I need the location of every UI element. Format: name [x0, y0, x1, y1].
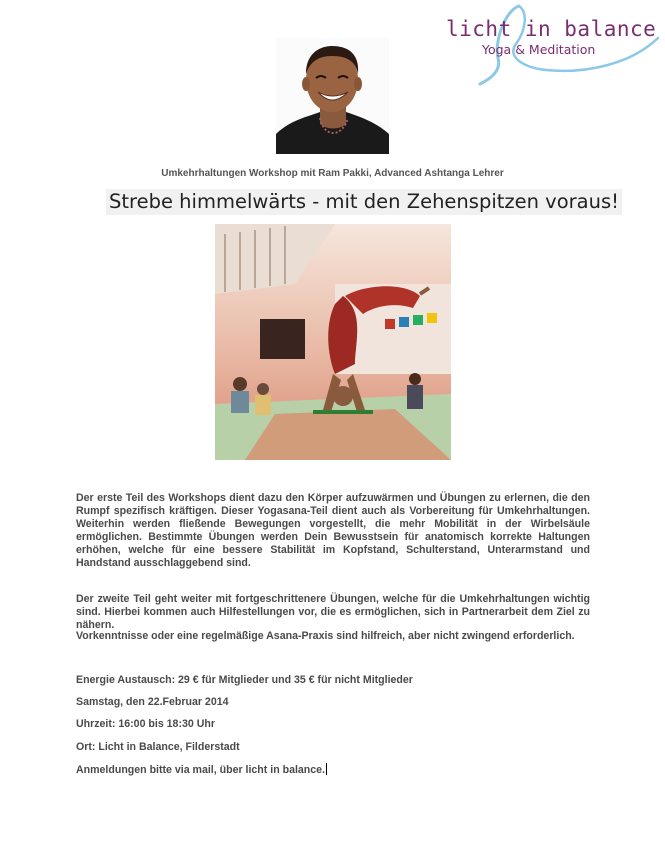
- price-info: Energie Austausch: 29 € für Mitglieder und 35 € für nicht Mitglieder: [76, 674, 413, 686]
- portrait-photo: [276, 38, 389, 154]
- yoga-photo: [215, 224, 451, 460]
- description-paragraph-3: Vorkenntnisse oder eine regelmäßige Asana-Praxis sind hilfreich, aber nicht zwingend erforderlich.: [76, 630, 575, 642]
- registration-text: Anmeldungen bitte via mail, über licht in balance.: [76, 764, 325, 776]
- page-title: Strebe himmelwärts - mit den Zehenspitzen voraus!: [106, 189, 622, 215]
- text-cursor: [326, 763, 327, 775]
- logo: [436, 0, 665, 90]
- description-paragraph-2: Der zweite Teil geht weiter mit fortgeschrittenere Übungen, welche für die Umkehrhaltungen wichtig sind. Hierbei kommen auch Hilfestellungen vor, die es ermöglichen, sich in Partnerarbeit dem Ziel zu nähern.: [76, 593, 590, 631]
- brand-tagline: Yoga & Meditation: [482, 42, 596, 57]
- registration-info[interactable]: [76, 763, 327, 776]
- brand-name: licht in balance: [446, 17, 657, 41]
- time-info: Uhrzeit: 16:00 bis 18:30 Uhr: [76, 718, 215, 730]
- workshop-subtitle: Umkehrhaltungen Workshop mit Ram Pakki, Advanced Ashtanga Lehrer: [161, 168, 504, 179]
- date-info: Samstag, den 22.Februar 2014: [76, 696, 229, 708]
- location-info: Ort: Licht in Balance, Filderstadt: [76, 741, 240, 753]
- description-paragraph-1: Der erste Teil des Workshops dient dazu den Körper aufzuwärmen und Übungen zu erlernen, die den Rumpf spezifisch kräftigen. Dieser Yogasana-Teil dient auch als Vorbereitung für Umkehrhaltungen. Weiterhin werden fließende Bewegungen vorgestellt, die mehr Mobilität in der Wirbelsäule ermöglichen. Bestimmte Übungen werden Dein Bewusstsein für anatomisch korrekte Haltungen erhöhen, welche für eine bessere Stabilität im Kopfstand, Schulterstand, Unterarmstand und Handstand ausschlaggebend sind.: [76, 492, 590, 569]
